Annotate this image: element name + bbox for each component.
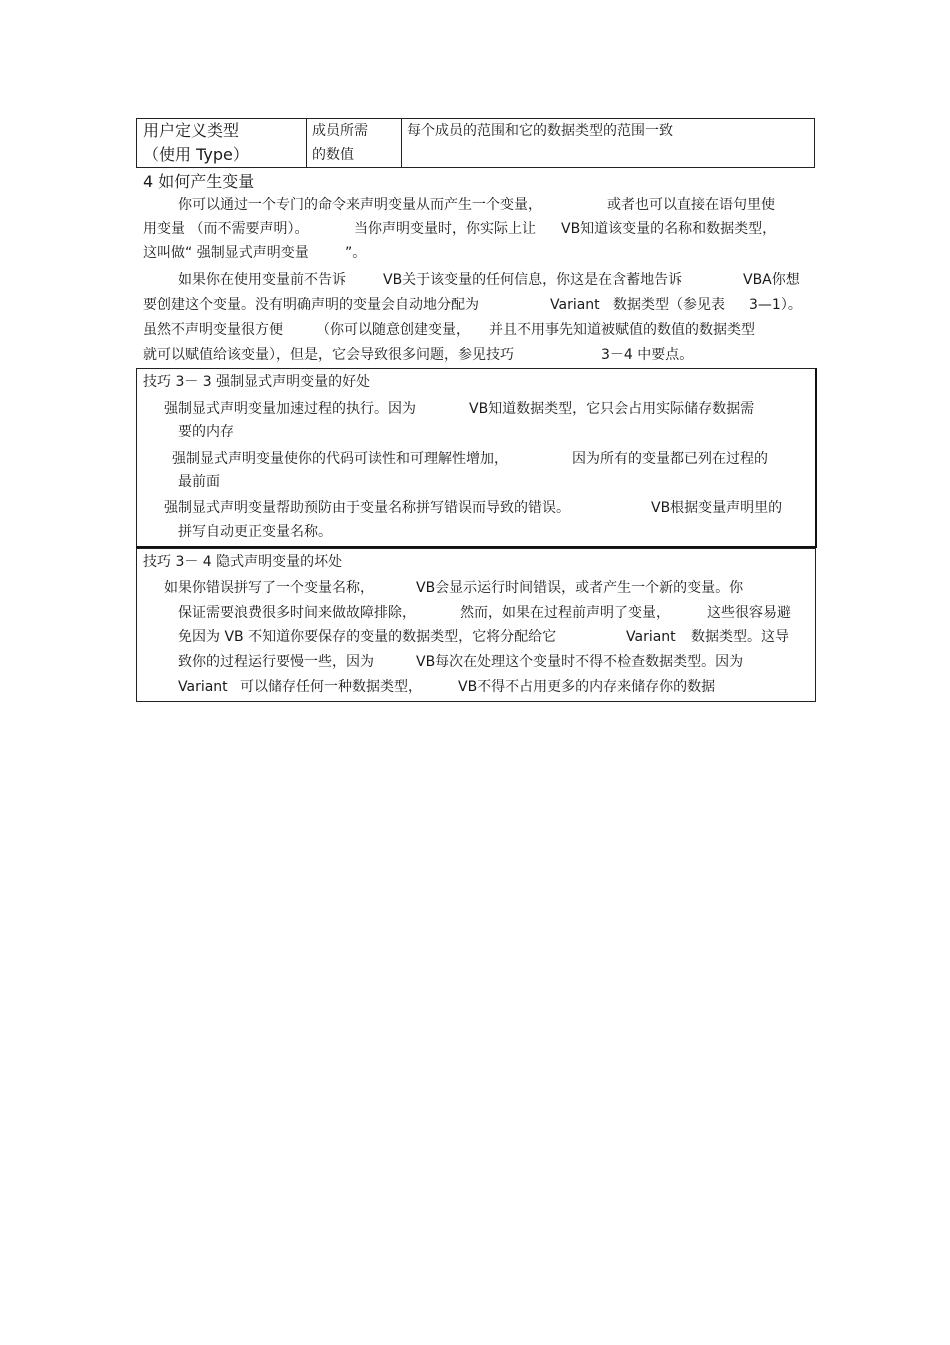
section-heading: 4 如何产生变量 <box>143 172 255 191</box>
tip1-item2-a: 强制显式声明变量使你的代码可读性和可理解性增加， <box>172 451 508 467</box>
table-cell-range <box>401 119 814 167</box>
p2-line2-b: Variant <box>550 297 600 313</box>
tip2-line2-b: 然而，如果在过程前声明了变量， <box>460 605 670 621</box>
p1-line2-c: VB知道该变量的名称和数据类型， <box>561 221 777 237</box>
p2-line2-c: 数据类型（参见表 <box>613 297 725 313</box>
data-type-table <box>136 118 815 168</box>
p2-line2-d: 3—1）。 <box>749 297 802 313</box>
p2-line3-c: 并且不用事先知道被赋值的数值的数据类型 <box>489 322 755 338</box>
p1-line1-b: 或者也可以直接在语句里使 <box>607 197 775 213</box>
tip1-item3-a: 强制显式声明变量帮助预防由于变量名称拼写错误而导致的错误。 <box>164 500 570 516</box>
p1-line3-a: 这叫做“ 强制显式声明变量 <box>143 245 309 261</box>
tip2-line2-a: 保证需要浪费很多时间来做故障排除， <box>178 605 416 621</box>
range-text: 每个成员的范围和它的数据类型的范围一致 <box>407 123 673 139</box>
tip1-item1-a: 强制显式声明变量加速过程的执行。因为 <box>164 401 416 417</box>
table-cell-storage <box>306 119 402 167</box>
tip2-line1-b: VB会显示运行时间错误，或者产生一个新的变量。你 <box>416 580 744 596</box>
tip1-item2-b: 因为所有的变量都已列在过程的 <box>572 451 768 467</box>
tip1-item1-c: 要的内存 <box>178 424 234 440</box>
p2-line2-a: 要创建这个变量。没有明确声明的变量会自动地分配为 <box>143 297 479 313</box>
tip1-title: 技巧 3－ 3 强制显式声明变量的好处 <box>143 374 371 390</box>
type-name: 用户定义类型 <box>143 121 240 140</box>
tip2-line3-b: Variant <box>626 629 676 645</box>
storage-line-2: 的数值 <box>312 147 354 163</box>
tip1-item1-b: VB知道数据类型，它只会占用实际储存数据需 <box>469 401 755 417</box>
p2-line1-b: VB关于该变量的任何信息，你这是在含蓄地告诉 <box>383 272 683 288</box>
tip2-line5-a: Variant <box>178 679 228 695</box>
tip2-line2-c: 这些很容易避 <box>707 605 791 621</box>
p2-line1-a: 如果你在使用变量前不告诉 <box>178 272 346 288</box>
p2-line1-c: VBA你想 <box>743 272 800 288</box>
tip1-item2-c: 最前面 <box>178 474 220 490</box>
tip1-item3-c: 拼写自动更正变量名称。 <box>178 524 332 540</box>
storage-line-1: 成员所需 <box>312 123 368 139</box>
p2-line4-a: 就可以赋值给该变量），但是，它会导致很多问题，参见技巧 <box>143 347 514 363</box>
p2-line3-a: 虽然不声明变量很方便 <box>143 322 283 338</box>
p2-line4-b: 3－4 中要点。 <box>601 347 694 363</box>
p1-line2-b: 当你声明变量时，你实际上让 <box>354 221 536 237</box>
tip1-item3-b: VB根据变量声明里的 <box>651 500 783 516</box>
tip2-line1-a: 如果你错误拼写了一个变量名称， <box>164 580 374 596</box>
tip2-title: 技巧 3－ 4 隐式声明变量的坏处 <box>143 554 343 570</box>
tip2-line4-b: VB每次在处理这个变量时不得不检查数据类型。因为 <box>416 654 744 670</box>
p1-line1-a: 你可以通过一个专门的命令来声明变量从而产生一个变量， <box>178 197 542 213</box>
p1-line2-a: 用变量 （而不需要声明）。 <box>143 221 309 237</box>
type-keyword: （使用 Type） <box>143 145 249 164</box>
tip2-line3-a: 免因为 VB 不知道你要保存的变量的数据类型，它将分配给它 <box>178 629 557 645</box>
tip2-line4-a: 致你的过程运行要慢一些，因为 <box>178 654 374 670</box>
tip2-line5-c: VB不得不占用更多的内存来储存你的数据 <box>458 679 716 695</box>
p1-line3-b: ”。 <box>345 245 367 261</box>
p2-line3-b: （你可以随意创建变量， <box>316 322 470 338</box>
tip2-line5-b: 可以储存任何一种数据类型， <box>240 679 422 695</box>
tip2-line3-c: 数据类型。这导 <box>691 629 789 645</box>
table-cell-type <box>137 119 307 167</box>
